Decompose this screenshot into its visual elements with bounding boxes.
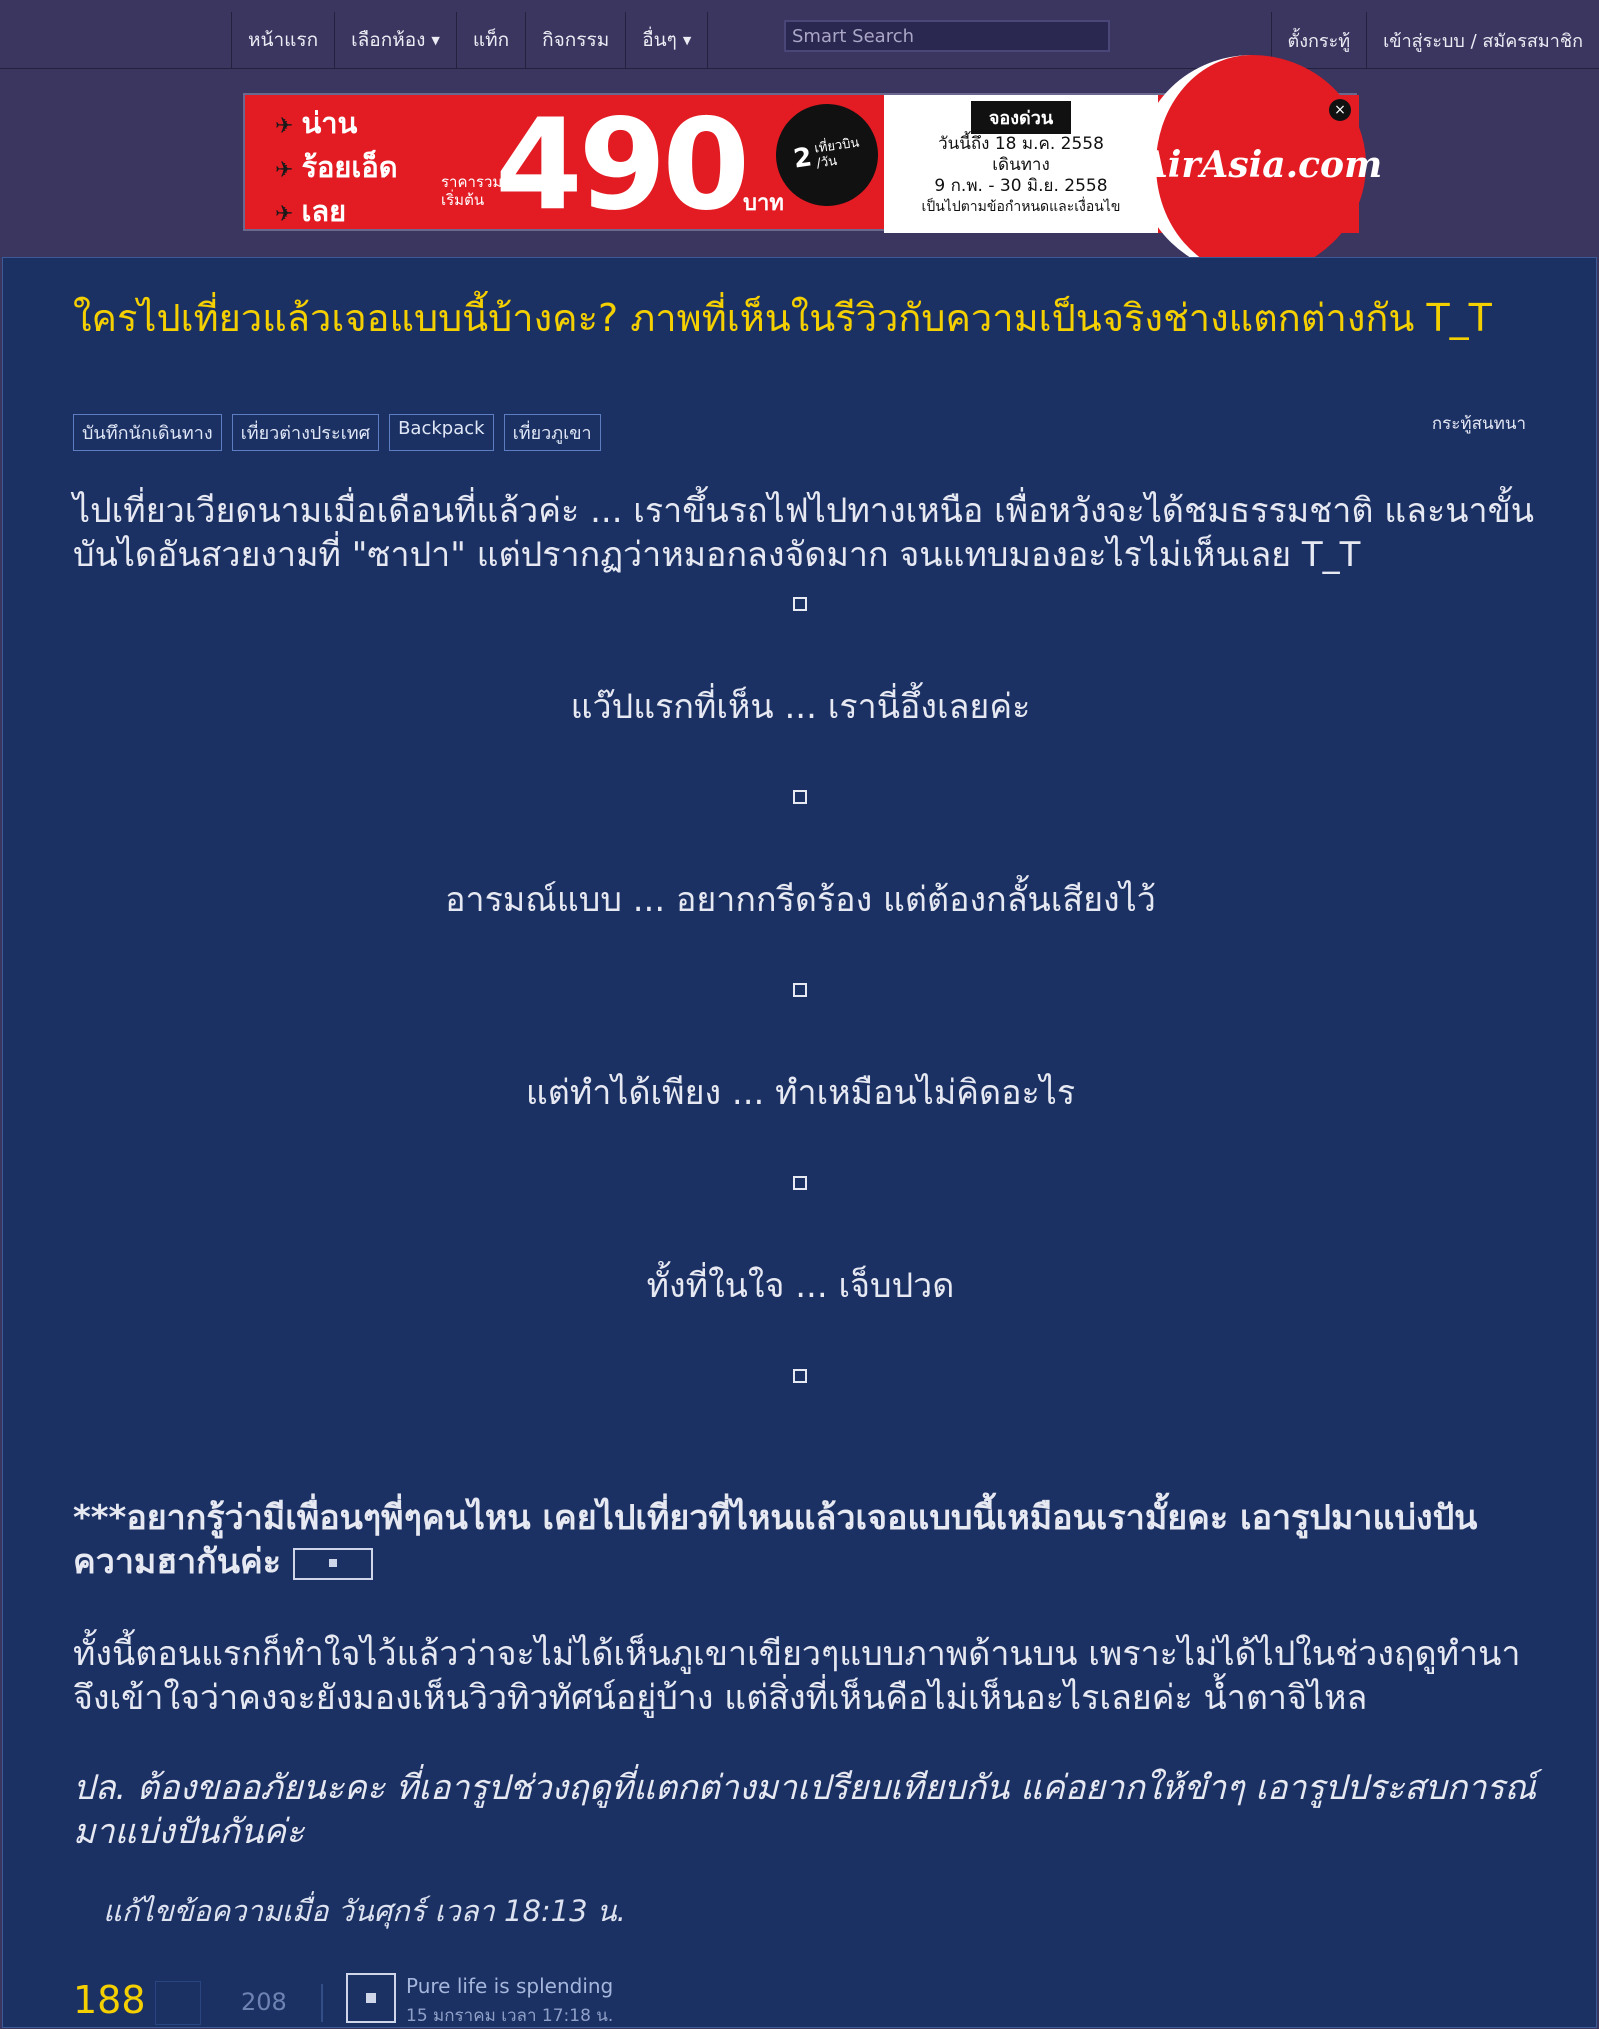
main-nav bbox=[231, 12, 708, 68]
caption-2: อารมณ์แบบ ... อยากกรีดร้อง แต่ต้องกลั้นเสียงไว้ bbox=[445, 880, 1156, 920]
forum-post bbox=[2, 257, 1597, 2028]
banner-price-note-2: เริ่มต้น bbox=[441, 191, 485, 209]
banner-flights-text-2: /วัน bbox=[815, 153, 839, 172]
airasia-logo bbox=[1139, 95, 1383, 233]
banner-flights-count: 2 bbox=[791, 142, 814, 175]
nav-activities[interactable] bbox=[526, 12, 626, 68]
smart-search-input[interactable] bbox=[784, 20, 1110, 52]
room-label: กระทู้สนทนา bbox=[1431, 414, 1526, 434]
nav-tags[interactable] bbox=[457, 12, 526, 68]
broken-image bbox=[793, 983, 807, 997]
broken-image bbox=[793, 1176, 807, 1190]
caption-3: แต่ทำได้เพียง ... ทำเหมือนไม่คิดอะไร bbox=[525, 1073, 1076, 1113]
nav-more-dropdown[interactable] bbox=[626, 12, 708, 68]
airasia-ad-banner[interactable] bbox=[243, 91, 1383, 238]
post-title: ใครไปเที่ยวแล้วเจอแบบนี้บ้างคะ? ภาพที่เห็นในรีวิวกับความเป็นจริงช่างแตกต่างกัน T_T bbox=[73, 296, 1492, 340]
chevron-down-icon: ▼ bbox=[682, 33, 692, 47]
vote-plus-button[interactable] bbox=[155, 1981, 201, 2025]
nav-rooms-label: เลือกห้อง bbox=[351, 29, 426, 51]
caption-4: ทั้งที่ในใจ ... เจ็บปวด bbox=[646, 1266, 955, 1306]
broken-image bbox=[793, 790, 807, 804]
login-register-link[interactable] bbox=[1366, 12, 1599, 68]
nav-tags-label: แท็ก bbox=[472, 29, 510, 51]
banner-price-note bbox=[441, 173, 502, 209]
login-register-label: เข้าสู่ระบบ / สมัครสมาชิก bbox=[1383, 30, 1583, 52]
banner-info-3: 9 ก.พ. - 30 มิ.ย. 2558 bbox=[934, 176, 1108, 196]
top-navbar bbox=[0, 0, 1599, 69]
banner-info-2: เดินทาง bbox=[992, 155, 1050, 175]
edited-note: แก้ไขข้อความเมื่อ วันศุกร์ เวลา 18:13 น. bbox=[103, 1894, 626, 1928]
banner-book-now: จองด่วน bbox=[971, 101, 1071, 134]
nav-activities-label: กิจกรรม bbox=[542, 29, 610, 51]
ad-close-icon[interactable]: × bbox=[1329, 99, 1351, 121]
broken-image bbox=[793, 1369, 807, 1383]
vote-count: 188 bbox=[73, 1978, 146, 2022]
post-paragraph: ทั้งนี้ตอนแรกก็ทำใจไว้แล้วว่าจะไม่ได้เห็นภูเขาเขียวๆแบบภาพด้านบน เพราะไม่ได้ไปในช่วงฤดูทำนา จึงเข้าใจว่าคงจะยังมองเห็นวิวทิวทัศน์อยู่บ้าง แต่สิ่งที่เห็นคือไม่เห็นอะไรเลยค่ะ น้ำตาจิไหล bbox=[73, 1634, 1521, 1718]
banner-info-4: เป็นไปตามข้อกำหนดและเงื่อนไข bbox=[921, 199, 1121, 215]
tag-abroad[interactable]: เที่ยวต่างประเทศ bbox=[232, 414, 379, 451]
emotion-count[interactable]: 208 bbox=[241, 1988, 287, 2016]
account-nav bbox=[1271, 12, 1599, 68]
nav-more-label: อื่นๆ bbox=[642, 29, 677, 51]
tag-backpack[interactable]: Backpack bbox=[389, 414, 493, 451]
banner-dest-2: ร้อยเอ็ด bbox=[301, 150, 398, 184]
post-ps: ปล. ต้องขออภัยนะคะ ที่เอารูปช่วงฤดูที่แตกต่างมาเปรียบเทียบกัน แค่อยากให้ขำๆ เอารูปประสบการณ์มาแบ่งปันกันค่ะ bbox=[73, 1768, 1537, 1852]
new-topic-label: ตั้งกระทู้ bbox=[1287, 30, 1351, 52]
tag-travel-diary[interactable]: บันทึกนักเดินทาง bbox=[73, 414, 222, 451]
post-question-text: ***อยากรู้ว่ามีเพื่อนๆพี่ๆคนไหน เคยไปเที่ยวที่ไหนแล้วเจอแบบนี้เหมือนเรามั้ยคะ เอารูปมาแบ่งปันความฮากันค่ะ bbox=[73, 1498, 1478, 1582]
banner-dest-3: เลย bbox=[301, 194, 347, 228]
caption-1: แว๊ปแรกที่เห็น ... เรานี่อึ้งเลยค่ะ bbox=[570, 687, 1031, 727]
broken-image bbox=[793, 597, 807, 611]
post-question bbox=[73, 1496, 1543, 1584]
plane-icon: ✈ bbox=[275, 202, 294, 227]
airasia-logo-text: AirAsia.com bbox=[1139, 144, 1383, 186]
banner-price: 490 bbox=[495, 91, 747, 238]
divider bbox=[321, 1984, 323, 2022]
plane-icon: ✈ bbox=[275, 158, 294, 183]
post-intro: ไปเที่ยวเวียดนามเมื่อเดือนที่แล้วค่ะ ... เราขึ้นรถไฟไปทางเหนือ เพื่อหวังจะได้ชมธรรมชาติ และนาขั้นบันไดอันสวยงามที่ "ซาปา" แต่ปรากฏว่าหมอกลงจัดมาก จนแทบมองอะไรไม่เห็นเลย T_T bbox=[73, 491, 1535, 575]
banner-price-unit: บาท bbox=[743, 191, 784, 216]
chevron-down-icon: ▼ bbox=[431, 33, 440, 47]
banner-flights-badge bbox=[769, 97, 884, 212]
banner-info-panel bbox=[884, 95, 1158, 233]
tag-mountain[interactable]: เที่ยวภูเขา bbox=[504, 414, 601, 451]
nav-rooms-dropdown[interactable] bbox=[335, 12, 457, 68]
nav-home-label: หน้าแรก bbox=[248, 29, 319, 51]
author-name[interactable]: Pure life is splending bbox=[406, 1974, 614, 1998]
author-avatar[interactable] bbox=[346, 1973, 396, 2023]
banner-dest-1: น่าน bbox=[301, 106, 358, 140]
nav-home[interactable] bbox=[232, 12, 335, 68]
plane-icon: ✈ bbox=[275, 114, 294, 139]
post-tags bbox=[73, 414, 601, 451]
banner-price-note-1: ราคารวม bbox=[441, 173, 503, 191]
banner-destinations bbox=[275, 103, 398, 235]
banner-info-1: วันนี้ถึง 18 ม.ค. 2558 bbox=[938, 134, 1104, 154]
emoticon-image bbox=[293, 1548, 373, 1580]
banner-flights-text-1: เที่ยวบิน bbox=[813, 135, 861, 157]
post-timestamp: 15 มกราคม เวลา 17:18 น. bbox=[406, 2006, 614, 2026]
